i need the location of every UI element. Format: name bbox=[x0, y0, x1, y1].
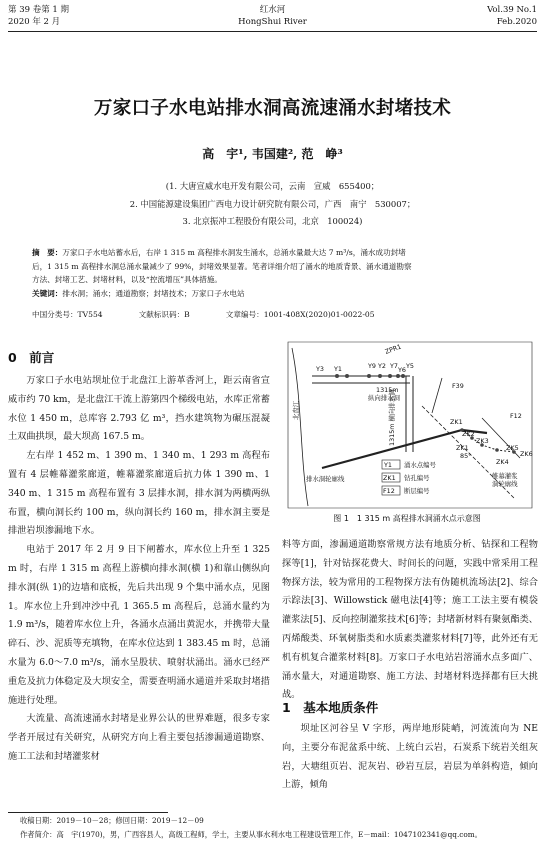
figure-1-diagram bbox=[282, 338, 538, 510]
affiliation-3: 3. 北京振冲工程股份有限公司，北京 100024) bbox=[182, 216, 363, 226]
affiliation-2: 2. 中国能源建设集团广西电力设计研究院有限公司，广西 南宁 530007； bbox=[129, 199, 416, 209]
abstract-label: 摘 要： bbox=[32, 248, 63, 257]
label-zk2: ZK2 bbox=[462, 430, 475, 438]
abstract-line-1: 万家口子水电站蓄水后，右岸 1 315 m 高程排水洞发生涌水，总涌水量最大达 7 m³/s，涌水成功封堵 bbox=[62, 248, 406, 257]
label-y2: Y2 bbox=[378, 362, 386, 370]
paragraph: 左右岸 1 452 m、1 390 m、1 340 m、1 293 m 高程布置有 4 层帷幕灌浆廊道，帷幕灌浆廊道后抗力体 1 390 m、1 340 m、1 315 m 高程布置有 3 层排水洞，排水洞为两横两纵布置，横向洞长约 100 m，纵向洞长约 160 m，排水洞主要是排泄岩坝渗漏地下水。 bbox=[8, 450, 270, 537]
label-elevation: 1315m bbox=[376, 386, 399, 394]
label-y7: Y7 bbox=[390, 362, 398, 370]
label-zk5: ZK5 bbox=[506, 444, 519, 452]
label-zk6: ZK6 bbox=[520, 450, 533, 458]
legend-label-zk1: 钻孔编号 bbox=[404, 474, 430, 482]
label-curtain-2: 洞轮廓线 bbox=[492, 480, 518, 488]
doc-code: 文献标识码：B bbox=[138, 310, 190, 319]
keywords: 排水洞；涌水；通道勘察；封堵技术；万家口子水电站 bbox=[62, 288, 245, 298]
label-zk4: ZK4 bbox=[496, 458, 509, 466]
left-column bbox=[8, 372, 270, 812]
label-y9: Y9 bbox=[368, 362, 376, 370]
paper-authors: 高 宇¹, 韦国建², 范 峥³ bbox=[202, 147, 343, 161]
right-column-bottom bbox=[282, 720, 538, 814]
label-river: 北盘江 bbox=[292, 400, 300, 420]
abstract bbox=[32, 246, 516, 300]
label-y1: Y1 bbox=[334, 365, 342, 373]
received-date: 收稿日期：2019－10－28；修回日期：2019－12－09 bbox=[20, 816, 204, 825]
journal-name-cn: 红水河 bbox=[259, 5, 286, 15]
article-number: 文章编号：1001-408X(2020)01-0022-05 bbox=[225, 310, 375, 319]
affiliation-1: (1. 大唐宣威水电开发有限公司，云南 宣威 655400； bbox=[165, 181, 380, 191]
label-lateral-tunnel: 纵向排水洞 bbox=[368, 394, 400, 402]
paper-title: 万家口子水电站排水洞高流速涌水封堵技术 bbox=[93, 98, 452, 119]
journal-volume-en bbox=[487, 4, 537, 28]
label-f39: F39 bbox=[452, 382, 464, 390]
label-drain-outline: 排水洞轮廓线 bbox=[306, 475, 345, 483]
clc-number: 中国分类号：TV554 bbox=[32, 310, 103, 319]
label-curtain-1: 帷幕灌浆 bbox=[492, 472, 518, 480]
paragraph: 万家口子水电站坝址位于北盘江上游革香河上，距云南省宣威市约 70 km，是北盘江干流上游第四个梯级电站，水库正常蓄水位 1 450 m，总库容 2.793 亿 m³，挡水建筑物为碾压混凝土双曲拱坝，最大坝高 167.5 m。 bbox=[8, 375, 270, 443]
label-zk1-bottom: ZK1 bbox=[456, 444, 469, 452]
label-transverse-tunnel: 1315m 横向排水洞 bbox=[388, 389, 396, 446]
label-zk1-top: ZK1 bbox=[450, 418, 463, 426]
abstract-line-3: 方法、封堵工艺、封堵材料，以及“控流增压”具体措施。 bbox=[32, 275, 223, 284]
legend-symbol-y1: Y1 bbox=[384, 461, 392, 469]
paragraph: 大流量、高流速涌水封堵是业界公认的世界难题，很多专家学者开展过有关研究，从研究方向上看主要包括渗漏通道勘察、施工工法和封堵灌浆材 bbox=[8, 713, 270, 762]
issue-date: 2020 年 2 月 bbox=[8, 17, 61, 27]
label-zpr1: ZPR1 bbox=[383, 342, 403, 356]
legend-label-f12: 断层编号 bbox=[404, 487, 430, 495]
right-column-top bbox=[282, 536, 538, 701]
legend-symbol-f12: F12 bbox=[383, 487, 395, 495]
paragraph: 电站于 2017 年 2 月 9 日下闸蓄水，库水位上升至 1 325 m 时，右岸 1 315 m 高程上游横向排水洞(横 1)和靠山侧纵向排水洞(纵 1)的边墙和底板，先后共出现 9 个集中涌水点，见图 1。库水位上升到冲沙中孔 1 365.5 m 高程后，总涌水量约为 1.9 m³/s，随着库水位上升，各涌水点涌出黄泥水，并携带大量碎石、沙、泥质等充填物，在库水位达到 1 383.45 m 时，总涌水量为 6.0～7.0 m³/s，涌水呈股状、喷射状涌出。涌水已经严重危及抗力体稳定及大坝安全，需要查明涌水通道并采取封堵措施进行处理。 bbox=[8, 544, 270, 706]
volume-issue: 第 39 卷第 1 期 bbox=[8, 5, 70, 15]
journal-name bbox=[0, 4, 545, 28]
legend-symbol-zk1: ZK1 bbox=[383, 474, 396, 482]
journal-name-en: HongShui River bbox=[238, 17, 307, 27]
paragraph: 料等方面，渗漏通道勘察常规方法有地质分析、钻探和工程物探等[1]，针对钻探花费大、时间长的问题，实践中常采用工程物探方法，较为常用的工程物探方法有伪随机流场法[2]、综合示踪法[3]、Willowstick 磁电法[4]等；施工工法主要有模袋灌浆法[5]、反向控制灌浆技术[6]等；封堵新材料有聚氨酯类、丙烯酸类、环氧树脂类和水质素类灌浆材料[7]等，此外还有无机有机复合灌浆材料[8]。万家口子水电站岩溶涌水点多面广、涌水量大，对通道勘察、施工方法、封堵材料选择都有巨大挑战。 bbox=[282, 539, 538, 701]
volume-issue-en: Vol.39 No.1 bbox=[487, 5, 537, 15]
label-y5: Y5 bbox=[406, 362, 414, 370]
header-rule bbox=[8, 31, 537, 32]
label-y6: Y6 bbox=[398, 366, 406, 374]
footnote-rule bbox=[8, 812, 168, 813]
label-zk3: ZK3 bbox=[476, 437, 489, 445]
legend-label-y1: 涌水点编号 bbox=[404, 461, 436, 469]
figure-caption: 图 1 1 315 m 高程排水洞涌水点示意图 bbox=[333, 514, 481, 523]
keywords-label: 关键词： bbox=[32, 288, 63, 298]
section-1-heading: 1 基本地质条件 bbox=[282, 700, 379, 715]
label-f12: F12 bbox=[510, 412, 522, 420]
label-angle: 85° bbox=[460, 452, 472, 460]
abstract-line-2: 后，1 315 m 高程排水洞总涌水量减少了 99%，封堵效果显著。笔者详细介绍了涌水的地质背景、涌水通道勘察 bbox=[32, 261, 412, 271]
classification-meta bbox=[32, 309, 516, 320]
section-0-heading: 0 前言 bbox=[8, 350, 55, 365]
issue-date-en: Feb.2020 bbox=[496, 17, 537, 27]
author-bio: 作者简介：高 宇(1970)，男，广西容县人，高级工程师，学士，主要从事水利水电工程建设管理工作，E－mail：1047102341@qq.com。 bbox=[20, 830, 482, 839]
paragraph: 坝址区河谷呈 V 字形，两岸地形陡峭，河流流向为 NE 向，主要分布泥盆系中统、上统白云岩，石炭系下统岩关组灰岩，大塘组页岩、泥灰岩、砂岩互层，岩层为单斜构造，倾向上游，倾角 bbox=[282, 723, 538, 791]
label-y3: Y3 bbox=[316, 365, 324, 373]
